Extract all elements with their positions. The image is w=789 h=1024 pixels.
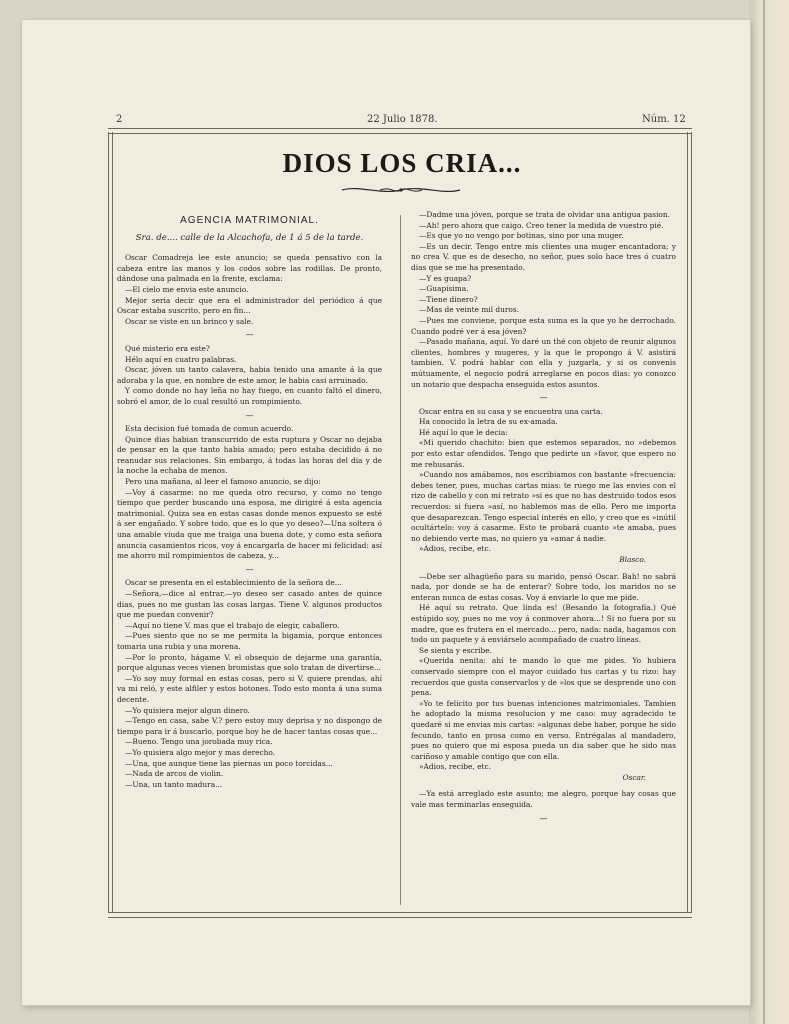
section-dash: — bbox=[245, 564, 254, 574]
paragraph: —Pues siento que no se me permita la bigamia, porque entonces tomaria una rubia y una morena. bbox=[117, 631, 382, 651]
letter-closing: »Adios, recibe, etc. bbox=[419, 544, 491, 554]
paragraph: Oscar entra en su casa y se encuentra una carta. bbox=[419, 406, 603, 416]
frame-top-rule bbox=[108, 128, 692, 134]
paragraph: Hé aquí lo que le decia: bbox=[419, 427, 508, 437]
paragraph: Oscar se viste en un brinco y sale. bbox=[125, 316, 254, 326]
letter-signature: Blasco. bbox=[619, 555, 646, 564]
issue-date: 22 Julio 1878. bbox=[367, 114, 438, 125]
paragraph: —Guapísima. bbox=[419, 284, 469, 294]
paragraph: —Por lo pronto, hágame V. el obsequio de dejarme una garantía, porque algunas veces vienen bromistas que solo tratan de divertirse... bbox=[117, 652, 382, 673]
newspaper-page bbox=[22, 20, 750, 1005]
issue-number: Núm. 12 bbox=[642, 114, 686, 125]
paragraph: Ha conocido la letra de su ex-amada. bbox=[419, 417, 558, 427]
paragraph: Y como donde no hay leña no hay fuego, en cuanto faltó el dinero, sobró el amor, de lo cual resultó un rompimiento. bbox=[117, 386, 382, 406]
paragraph: —Tiene dinero? bbox=[419, 294, 478, 304]
paragraph: —Y es guapa? bbox=[419, 273, 472, 283]
paragraph: —Debe ser alhagüeño para su marido, pensó Oscar. Bah! no sabrá nada, por donde se ha de enterar? Sobre todo, los maridos no se enteran nunca de estas cosas. Voy á enviarle lo que me pide. bbox=[411, 571, 676, 602]
paragraph: Oscar, jóven un tanto calavera, habia tenido una amante á la que adoraba y la que, en nombre de este amor, le habia casi arruinado. bbox=[117, 365, 382, 385]
paragraph: —Mas de veinte mil duros. bbox=[419, 305, 520, 315]
paragraph: —Yo quisiera algo mejor y mas derecho. bbox=[125, 747, 276, 757]
page-title: DIOS LOS CRIA... bbox=[282, 148, 522, 178]
title-ornament bbox=[340, 183, 462, 197]
paragraph: —Yo quisiera mejor algun dinero. bbox=[125, 705, 250, 715]
paragraph: —Bueno. Tengo una jorobada muy rica. bbox=[125, 737, 273, 747]
paragraph: Se sienta y escribe. bbox=[419, 645, 492, 655]
paragraph: —Aquí no tiene V. mas que el trabajo de elegir, caballero. bbox=[125, 620, 340, 630]
paragraph: —Ya está arreglado este asunto; me alegro, porque hay cosas que vale mas terminarlas enseguida. bbox=[411, 789, 676, 810]
paragraph: Qué misterio era este? bbox=[125, 343, 210, 353]
letter-paragraph: »Yo te felicito por tus buenas intenciones matrimoniales. Tambien he adoptado la misma resolucion y me caso: muy agradecido te quedaré si me envias mis cartas: »algunas debe haber, porque he sido fecundo, tanto en prosa como en verso. Entrégalas al mandadero, pues no quiero que mi esposa pueda un dia saber que he sido mas cariñoso y amable contigo que con ella. bbox=[411, 698, 676, 761]
page-number: 2 bbox=[116, 114, 123, 125]
paragraph: Oscar Comadreja lee este anuncio; se queda pensativo con la cabeza entre las manos y los codos sobre las rodillas. De pronto, dándose una palmada en la frente, exclama: bbox=[117, 253, 382, 284]
paragraph: —Yo soy muy formal en estas cosas, pero si V. quiere prendas, ahí va mi reló, y este alfiler y estos botones. Todo esto monta á una suma decente. bbox=[117, 673, 382, 704]
paragraph: —Ah! pero ahora que caigo. Creo tener la medida de vuestro pié. bbox=[419, 220, 664, 230]
paragraph: —Una, que aunque tiene las piernas un poco torcidas... bbox=[125, 758, 333, 768]
paragraph: —Pues me conviene, porque esta suma es la que yo he derrochado. Cuando podré ver á esa jóven? bbox=[411, 315, 676, 336]
section-dash: — bbox=[245, 410, 254, 420]
section-dash: — bbox=[539, 813, 548, 823]
paragraph: —El cielo me envia este anuncio. bbox=[125, 284, 249, 294]
paragraph: —Pasado mañana, aquí. Yo daré un thé con objeto de reunir algunos clientes, hombres y mugeres, y la que le propongo á V. asistirá tambien. V. podrá hablar con ella y juzgarla, y si os convenis mútuamente, el negocio podrá arreglarse en pocos dias: yo conozco un notario que despacha enseguida estos asuntos. bbox=[411, 337, 676, 389]
frame-bottom-rule bbox=[108, 912, 692, 918]
paragraph: —Señora,—dice al entrar,—yo deseo ser casado antes de quince dias, pues no me gustan las cosas largas. Tiene V. algunos productos que me puedan convenir? bbox=[117, 589, 382, 620]
article-heading: AGENCIA MATRIMONIAL. bbox=[180, 215, 319, 226]
section-dash: — bbox=[539, 393, 548, 403]
paragraph: Oscar se presenta en el establecimiento de la señora de... bbox=[125, 578, 342, 588]
letter-signature: Oscar. bbox=[622, 772, 646, 782]
letter-paragraph: «Querida nenita: ahí te mando lo que me pides. Yo hubiera conservado siempre con el mayor cuidado tus cartas y tu rizo: hay recuerdos que gusta conservarlos y de »los que se desprende uno con pena. bbox=[411, 656, 676, 698]
paragraph: Pero una mañana, al leer el famoso anuncio, se dijo: bbox=[125, 477, 321, 487]
frame-left-rule bbox=[108, 132, 109, 912]
column-divider bbox=[400, 215, 401, 905]
article-column-right bbox=[411, 210, 676, 827]
letter-paragraph: »Cuando nos amábamos, nos escribiamos con bastante »frecuencia: debes tener, pues, muchas cartas mias: te ruego me las envies con el rizo de cabello y con mi retrato »si es que no has destruido todos esos recuerdos: si fuera »así, no hablemos mas de ello. Pero me importa que desaparezcan. Tengo especial interés en ello, y creo que es »inútil ocultártelo: voy á casarme. Esto te probará cuanto »te amaba, pues no debiendo verte mas, no quiero ya »amar á nadie. bbox=[411, 470, 676, 543]
paragraph: —Voy á casarme: no me queda otro recurso, y como no tengo tiempo que perder buscando una esposa, me dirigiré á esta agencia matrimonial. Quiza sea en estas casas donde menos expuesto se esté á ser engañado. Y sobre todo, que es lo que yo deseo?—Una soltera ó una amable viuda que me traiga una buena dote, y como esta señora anuncia casamientos ricos, voy á encargarla de hacer mi felicidad: así me ahorro mil rompimientos de cabeza, y... bbox=[117, 487, 382, 561]
paragraph: —Nada de arcos de violin. bbox=[125, 769, 224, 779]
article-subtitle: Sra. de.... calle de la Alcachofa, de 1 á 5 de la tarde. bbox=[135, 232, 364, 243]
frame-right-rule bbox=[691, 132, 692, 912]
letter-closing: »Adios, recibe, etc. bbox=[419, 762, 491, 772]
paragraph: —Tengo en casa, sabe V.? pero estoy muy deprisa y no dispongo de tiempo para ir á buscarlo, porque hoy he de hacer tantas cosas que... bbox=[117, 716, 382, 736]
paragraph: —Es un decir. Tengo entre mis clientes una muger encantadora; y no crea V. que es de desecho, no señor, pues solo hace tres ó cuatro dias que se me ha presentado. bbox=[411, 241, 676, 272]
paragraph: —Es que yo no vengo por botinas, sino por una muger. bbox=[419, 231, 624, 241]
paragraph: Mejor seria decir que era el administrador del periódico á que Oscar estaba suscrito, pero en fin... bbox=[117, 295, 382, 316]
article-column-left bbox=[117, 210, 382, 790]
paragraph: Quince dias habian transcurrido de esta ruptura y Oscar no dejaba de pensar en la que tanto habia amado; pero estaba decidido á no reanudar sus relaciones. Sin embargo, á todas las horas del dia y de la noche la echaba de menos. bbox=[117, 434, 382, 476]
section-dash: — bbox=[245, 330, 254, 340]
paragraph: —Dadme una jóven, porque se trata de olvidar una antigua pasion. bbox=[419, 210, 670, 219]
paragraph: Esta decision fué tomada de comun acuerdo. bbox=[125, 424, 294, 434]
paragraph: Hélo aquí en cuatro palabras. bbox=[125, 354, 237, 364]
letter-paragraph: «Mi querido chachito: bien que estemos separados, no »debemos por esto estar ofendidos. Tengo que pedirte un »favor, que espero no me rehusarás. bbox=[411, 438, 676, 469]
scan-edge bbox=[749, 0, 789, 1024]
paragraph: —Una, un tanto madura... bbox=[125, 779, 223, 789]
paragraph: Hé aquí su retrato. Que linda es! (Besando la fotografía.) Qué estúpido soy, pues no me voy á conmover ahora...! Si no fuera por su madre, que es frutera en el mercado... pero, nada: nada, hagamos con todo un paquete y á enviárselo acompañado de cuatro líneas. bbox=[411, 603, 676, 645]
